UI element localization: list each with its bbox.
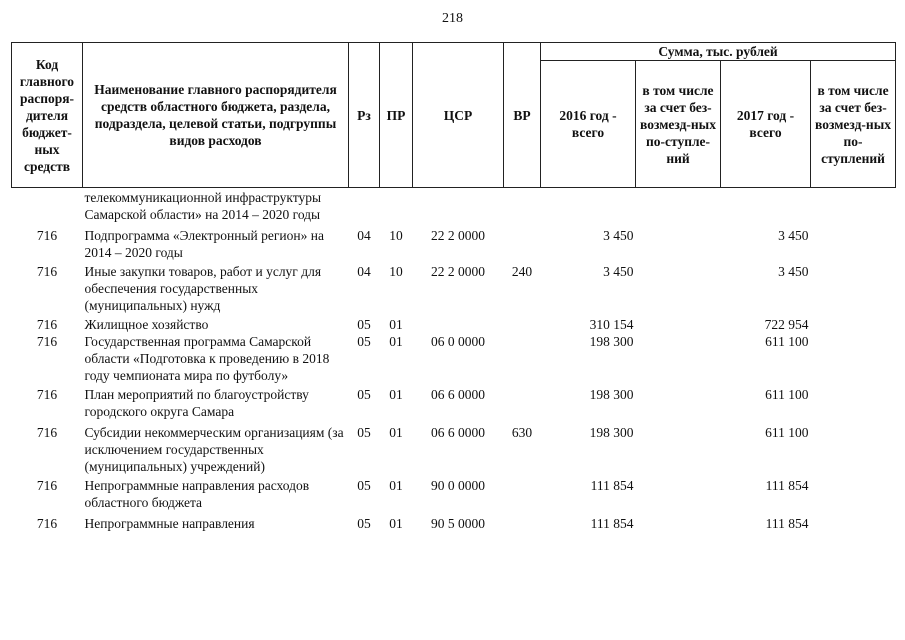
cell-name: Субсидии некоммерческим организациям (за исключением государственных (муниципальных) учреждений) <box>84 425 344 474</box>
cell-vr <box>504 384 541 420</box>
cell-y2016: 3 450 <box>603 264 634 279</box>
cell-name: Непрограммные направления расходов областного бюджета <box>84 478 310 510</box>
cell-code: 716 <box>36 387 58 402</box>
cell-y2017: 611 100 <box>765 387 809 402</box>
cell-name: Государственная программа Самарской области «Подготовка к проведению в 2018 году чемпионата мира по футболу» <box>84 334 330 383</box>
table-row <box>12 511 896 532</box>
cell-pr: 01 <box>389 334 403 349</box>
table-row <box>12 261 896 314</box>
cell-y2016-free <box>636 261 721 314</box>
table-row <box>12 188 896 224</box>
cell-csr <box>413 188 504 224</box>
cell-y2017: 111 854 <box>765 516 809 531</box>
cell-y2016: 3 450 <box>603 228 634 243</box>
cell-pr: 10 <box>389 228 403 243</box>
cell-vr <box>504 511 541 532</box>
cell-pr: 01 <box>389 478 403 493</box>
cell-csr: 22 2 0000 <box>431 228 485 243</box>
header-2016-total: 2016 год - всего <box>541 61 636 188</box>
cell-name: телекоммуникационной инфраструктуры Самарской области» на 2014 – 2020 годы <box>84 190 322 222</box>
cell-y2017-free <box>811 475 896 511</box>
header-pr: ПР <box>380 43 413 188</box>
cell-csr <box>413 314 504 333</box>
header-rz: Рз <box>349 43 380 188</box>
header-2016-free: в том числе за счет без-возмезд-ных по-ступле-ний <box>636 61 721 188</box>
cell-csr: 90 0 0000 <box>431 478 485 493</box>
table-body <box>12 188 896 533</box>
cell-y2017 <box>721 188 811 224</box>
cell-y2017: 3 450 <box>778 228 809 243</box>
cell-y2016 <box>541 188 636 224</box>
cell-vr <box>504 223 541 261</box>
cell-y2017: 111 854 <box>765 478 809 493</box>
cell-code: 716 <box>36 425 58 440</box>
cell-vr: 630 <box>511 425 533 440</box>
cell-pr: 01 <box>389 317 403 332</box>
cell-y2016-free <box>636 511 721 532</box>
cell-rz: 04 <box>357 228 371 243</box>
page-number: 218 <box>442 11 463 26</box>
cell-y2016-free <box>636 223 721 261</box>
cell-pr: 01 <box>389 425 403 440</box>
table-row <box>12 384 896 420</box>
cell-y2017: 611 100 <box>765 334 809 349</box>
cell-y2017-free <box>811 333 896 384</box>
cell-y2017-free <box>811 261 896 314</box>
cell-csr: 90 5 0000 <box>431 516 485 531</box>
cell-csr: 06 6 0000 <box>431 387 485 402</box>
cell-vr <box>504 475 541 511</box>
cell-y2016-free <box>636 420 721 475</box>
cell-y2016: 198 300 <box>589 334 634 349</box>
cell-y2017: 611 100 <box>765 425 809 440</box>
cell-rz: 05 <box>357 478 371 493</box>
header-name: Наименование главного распорядителя средств областного бюджета, раздела, подраздела, целевой статьи, подгруппы видов расходов <box>83 43 349 188</box>
cell-rz: 05 <box>357 387 371 402</box>
cell-code: 716 <box>36 264 58 279</box>
cell-y2016-free <box>636 188 721 224</box>
cell-code: 716 <box>36 228 58 243</box>
cell-rz: 05 <box>357 334 371 349</box>
header-2017-total: 2017 год - всего <box>721 61 811 188</box>
budget-table <box>11 42 896 532</box>
cell-y2017-free <box>811 384 896 420</box>
table-row <box>12 475 896 511</box>
cell-csr: 06 0 0000 <box>431 334 485 349</box>
table-row <box>12 223 896 261</box>
cell-code <box>12 188 83 224</box>
header-csr: ЦСР <box>413 43 504 188</box>
cell-y2017-free <box>811 420 896 475</box>
table-row <box>12 314 896 333</box>
cell-rz: 05 <box>357 425 371 440</box>
cell-y2016-free <box>636 314 721 333</box>
cell-pr <box>380 188 413 224</box>
table-row <box>12 333 896 384</box>
cell-y2016: 111 854 <box>590 516 634 531</box>
cell-y2017-free <box>811 223 896 261</box>
cell-vr: 240 <box>511 264 533 279</box>
cell-name: Иные закупки товаров, работ и услуг для обеспечения государственных (муниципальных) нужд <box>84 264 322 313</box>
cell-name: Непрограммные направления <box>84 516 255 531</box>
cell-y2016-free <box>636 475 721 511</box>
cell-y2016: 198 300 <box>589 387 634 402</box>
cell-y2017: 722 954 <box>764 317 809 332</box>
cell-y2016: 310 154 <box>589 317 634 332</box>
cell-y2016: 111 854 <box>590 478 634 493</box>
cell-csr: 06 6 0000 <box>431 425 485 440</box>
cell-rz <box>349 188 380 224</box>
header-2017-free: в том числе за счет без-возмезд-ных по-ступлений <box>811 61 896 188</box>
cell-y2017-free <box>811 188 896 224</box>
cell-y2017-free <box>811 314 896 333</box>
cell-name: Жилищное хозяйство <box>84 317 209 332</box>
cell-y2016-free <box>636 384 721 420</box>
table-row <box>12 420 896 475</box>
cell-y2017-free <box>811 511 896 532</box>
cell-y2016: 198 300 <box>589 425 634 440</box>
header-code: Код главного распоря-дителя бюджет-ных средств <box>12 43 83 188</box>
cell-code: 716 <box>36 478 58 493</box>
header-vr: ВР <box>504 43 541 188</box>
cell-pr: 10 <box>389 264 403 279</box>
cell-vr <box>504 188 541 224</box>
cell-y2016-free <box>636 333 721 384</box>
cell-name: Подпрограмма «Электронный регион» на 2014 – 2020 годы <box>84 228 324 260</box>
cell-pr: 01 <box>389 516 403 531</box>
cell-rz: 05 <box>357 516 371 531</box>
cell-rz: 04 <box>357 264 371 279</box>
table-header <box>12 43 896 188</box>
cell-code: 716 <box>36 317 58 332</box>
cell-vr <box>504 333 541 384</box>
header-sum: Сумма, тыс. рублей <box>541 43 896 61</box>
cell-y2017: 3 450 <box>778 264 809 279</box>
cell-pr: 01 <box>389 387 403 402</box>
cell-code: 716 <box>36 516 58 531</box>
cell-code: 716 <box>36 334 58 349</box>
cell-name: План мероприятий по благоустройству городского округа Самара <box>84 387 309 419</box>
cell-csr: 22 2 0000 <box>431 264 485 279</box>
cell-rz: 05 <box>357 317 371 332</box>
cell-vr <box>504 314 541 333</box>
